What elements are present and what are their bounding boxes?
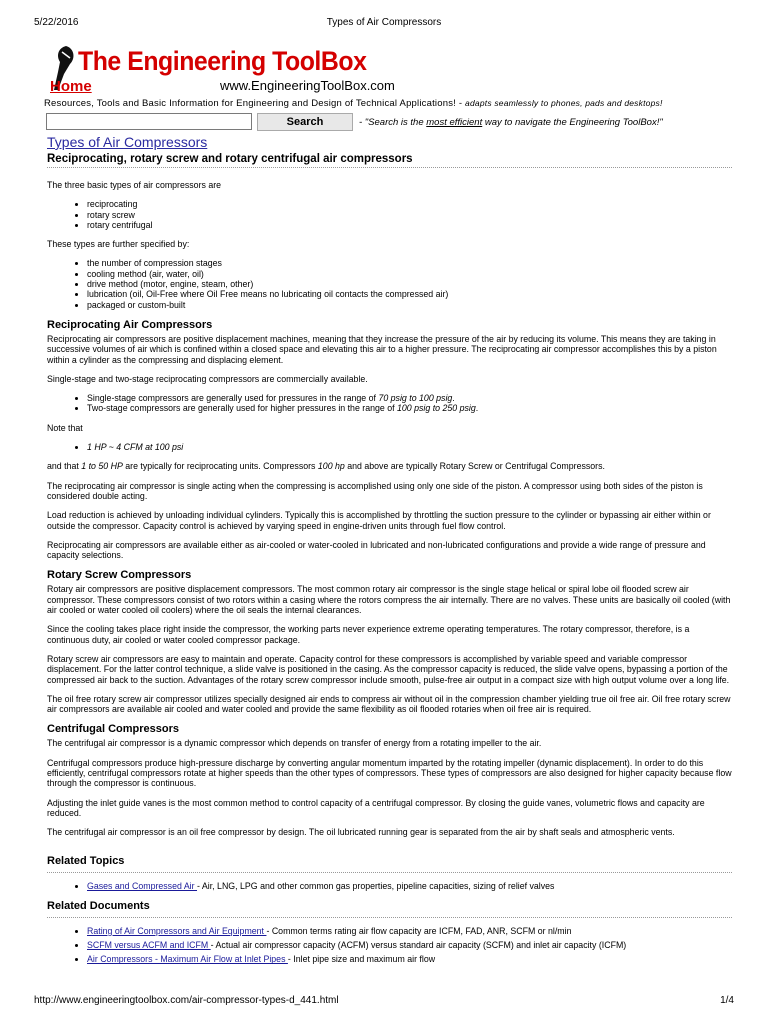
hp-list [47,442,732,452]
paragraph: Reciprocating air compressors are available either as air-cooled or water-cooled in lubricated and non-lubricated configurations and provide a wide range of pressure and capacity selections. [47,539,706,561]
pressure-range: 70 psig to 100 psig [378,393,453,404]
paragraph: Rotary air compressors are positive displacement compressors. The most common rotary air compressor is the single stage helical or spiral lobe oil flooded screw air compressor. These compressors consist of two rotors within a casing where the rotors compress the air internally. There are no valves. These units are basically oil cooled (with air cooled or water cooled oil coolers) where the oil seals the internal clearances. [47,584,731,616]
list-item: • rotary screw [87,210,732,220]
search-note-emphasis: most efficient [426,117,483,128]
search-note [359,117,663,128]
related-doc-desc: - Inlet pipe size and maximum air flow [287,954,436,965]
home-link[interactable]: Home [50,78,92,95]
paragraph: Note that [47,422,83,433]
tagline-note: adapts seamlessly to phones, pads and desktops! [465,98,663,108]
divider [47,917,732,918]
paragraph: The reciprocating air compressor is single acting when the compressing is accomplished using only one side of the piston. A compressor using both sides of the piston is considered double acting. [47,480,703,501]
site-brand[interactable]: The Engineering ToolBox [78,46,367,76]
stage-list [47,393,732,414]
list-item: • lubrication (oil, Oil-Free where Oil Free means no lubricating oil contacts the compressed air) [87,289,732,299]
divider [47,167,732,168]
list-item [87,954,732,964]
intro-text: The three basic types of air compressors are [47,180,222,190]
print-date: 5/22/2016 [34,17,79,28]
search-note-pre: - "Search is the [359,117,427,128]
list-text: Single-stage compressors are generally used for pressures in the range of [87,393,379,404]
list-item: • Two-stage compressors are generally used for higher pressures in the range of 100 psig to 250 psig. [87,403,732,413]
related-documents-heading: Related Documents [47,899,150,912]
site-url: www.EngineeringToolBox.com [220,78,395,93]
print-title: Types of Air Compressors [326,17,442,28]
emphasis: 1 to 50 HP [81,461,123,472]
related-doc-link[interactable]: SCFM versus ACFM and ICFM [87,940,211,951]
text: are typically for reciprocating units. Compressors [122,461,318,472]
article-body [47,180,732,973]
related-doc-link[interactable]: Air Compressors - Maximum Air Flow at Inlet Pipes [87,954,288,965]
list-item: • the number of compression stages [87,258,732,268]
list-item: • reciprocating [87,199,732,209]
related-topics-list [47,881,732,891]
pressure-range: 100 psig to 250 psig [397,403,476,414]
paragraph [47,461,732,471]
spec-list [47,258,732,309]
paragraph: Rotary screw air compressors are easy to maintain and operate. Capacity control for these compressors is accomplished by variable speed and variable compressor displacement. For the latter control technique, a slide valve is positioned in the casing. As the compressor capacity is reduced, the slide valve opens, bypassing a portion of the compressed air back to the suction. Advantages of the rotary screw compressor include smooth, pulse-free air output in a compact size with high output volume over a long life. [47,653,730,685]
recip-heading: Reciprocating Air Compressors [47,318,213,331]
paragraph: Since the cooling takes place right inside the compressor, the working parts never experience extreme operating temperatures. The rotary compressor, therefore, is a continuous duty, air cooled or water cooled compressor package. [47,624,690,645]
print-header [34,17,734,31]
search-note-post: way to navigate the Engineering ToolBox!" [482,117,663,128]
list-text: Two-stage compressors are generally used for higher pressures in the range of [87,403,398,414]
rotary-heading: Rotary Screw Compressors [47,569,192,582]
related-topic-desc: - Air, LNG, LPG and other common gas properties, pipeline capacities, sizing of relief valves [197,881,555,892]
list-item: • Single-stage compressors are generally used for pressures in the range of 70 psig to 100 psig. [87,393,732,403]
related-topics-heading: Related Topics [47,855,125,868]
related-doc-link[interactable]: Rating of Air Compressors and Air Equipment [87,925,267,936]
page-title[interactable]: Types of Air Compressors [47,134,208,150]
paragraph: Centrifugal compressors produce high-pressure discharge by converting angular momentum imparted by the rotating impeller (dynamic displacement). In order to do this efficiently, centrifugal compressors rotate at higher speeds than the other types of compressors. These types of compressors are also designed for higher capacity because flow through the compressor is continuous. [47,757,732,789]
list-item: • rotary centrifugal [87,220,732,230]
basic-types-list [47,199,732,230]
emphasis: 100 hp [317,461,345,472]
paragraph: Reciprocating air compressors are positive displacement machines, meaning that they increase the pressure of the air by reducing its volume. This means they are taking in successive volumes of air which is confined within a closed space and elevating this air to a higher pressure. The reciprocating air compressor accomplishes this by a piston within a cylinder as the compressing and displacing element. [47,333,717,365]
list-item: • drive method (motor, engine, steam, other) [87,279,732,289]
list-item [87,881,732,891]
hp-note: 1 HP ~ 4 CFM at 100 psi [87,442,184,453]
paragraph: Single-stage and two-stage reciprocating compressors are commercially available. [47,373,368,384]
paragraph: The centrifugal air compressor is an oil free compressor by design. The oil lubricated running gear is separated from the air by shaft seals and atmospheric vents. [47,827,675,838]
paragraph: The oil free rotary screw air compressor utilizes specially designed air ends to compress air without oil in the compression chamber yielding true oil free air. Oil free rotary screw air compressors are available air cooled and water cooled and provide the same flexibility as oil flooded rotaries when oil free air is required. [47,693,731,715]
list-item [87,926,732,936]
list-item: • packaged or custom-built [87,300,732,310]
paragraph: Load reduction is achieved by unloading individual cylinders. Typically this is accomplished by throttling the suction pressure to the cylinder or bypassing air either within or outside the compressor. Capacity control is achieved by varying speed in engine-driven units through fuel flow control. [47,510,711,531]
list-item: • cooling method (air, water, oil) [87,269,732,279]
paragraph: Adjusting the inlet guide vanes is the most common method to control capacity of a centrifugal compressor. By closing the guide vanes, volumetric flows and capacity are reduced. [47,797,705,818]
print-url: http://www.engineeringtoolbox.com/air-compressor-types-d_441.html [34,995,339,1006]
related-topic-link[interactable]: Gases and Compressed Air [87,881,198,892]
search-input[interactable] [46,113,252,130]
paragraph: The centrifugal air compressor is a dynamic compressor which depends on transfer of energy from a rotating impeller to the air. [47,738,542,749]
list-item [87,442,732,452]
related-documents-list [47,926,732,965]
related-doc-desc: - Common terms rating air flow capacity are ICFM, FAD, ANR, SCFM or nl/min [266,925,572,936]
related-doc-desc: - Actual air compressor capacity (ACFM) versus standard air capacity (SCFM) and inlet air capacity (ICFM) [210,940,627,951]
site-header [44,40,644,96]
divider [47,872,732,873]
tagline-text: Resources, Tools and Basic Information for Engineering and Design of Technical Applications! - [44,98,466,109]
page-subtitle: Reciprocating, rotary screw and rotary centrifugal air compressors [47,153,413,165]
text: and above are typically Rotary Screw or Centrifugal Compressors. [344,461,605,472]
text: and that [47,461,82,472]
search-button[interactable]: Search [257,113,353,131]
further-text: These types are further specified by: [47,239,190,250]
tagline [44,98,663,109]
list-item [87,940,732,950]
search-bar [46,113,726,133]
centrifugal-heading: Centrifugal Compressors [47,723,180,736]
page-number: 1/4 [720,995,734,1006]
